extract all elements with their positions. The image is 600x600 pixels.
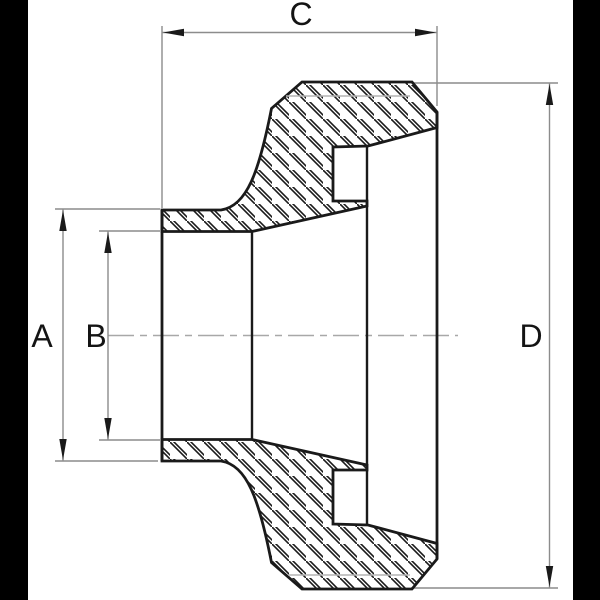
left-letterbox-bar: [0, 0, 28, 600]
dimension-b-label: B: [85, 318, 107, 354]
dimension-a-label: A: [31, 318, 53, 354]
right-letterbox-bar: [573, 0, 600, 600]
dimension-c-label: C: [289, 0, 313, 32]
dimension-d-label: D: [519, 318, 543, 354]
